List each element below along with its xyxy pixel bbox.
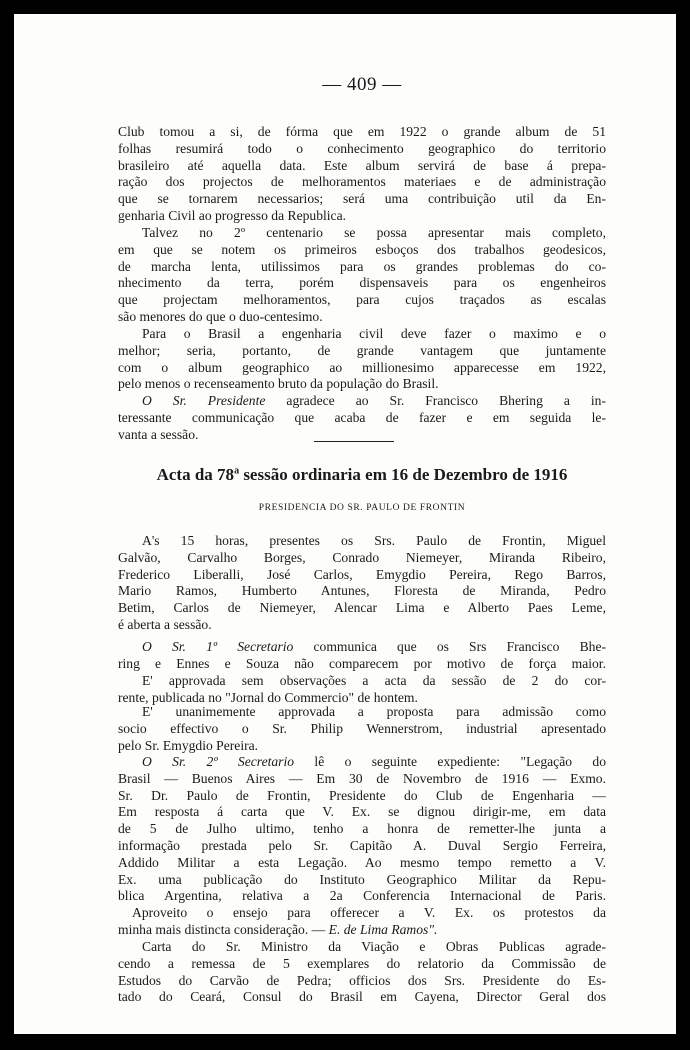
text-span: minha mais distincta consideração. — — [118, 921, 329, 937]
text-line: folhas resumirá todo o conhecimento geographico do territorio — [118, 140, 606, 156]
text-line: Aproveito o ensejo para offerecer a V. Ex. os protestos da — [132, 905, 606, 921]
text-line: pelo Sr. Emygdio Pereira. — [118, 737, 259, 753]
text-line: Betim, Carlos de Niemeyer, Alencar Lima e Alberto Paes Leme, — [118, 600, 606, 616]
text-line: de 5 de Julho ultimo, tenho a honra de remetter-lhe junta a — [118, 821, 606, 837]
speaker-name: O Sr. 2º Secretario — [142, 754, 295, 769]
section-divider — [314, 441, 394, 442]
text-span: agradece ao Sr. Francisco Bhering a in- — [265, 393, 606, 408]
text-line: ração dos projectos de melhoramentos materiaes e de administração — [118, 174, 606, 190]
text-line — [118, 922, 606, 939]
text-line: que se tornarem necessarios; será uma contribuição util da En- — [118, 191, 606, 207]
section-subheading: PRESIDENCIA DO SR. PAULO DE FRONTIN — [258, 503, 466, 513]
paragraph-2-secretario — [118, 754, 606, 939]
text-line: em que se notem os primeiros esboços dos trabalhos geodesicos, — [118, 241, 606, 257]
paragraph-presidente — [118, 393, 606, 443]
text-line: Addido Militar a esta Legação. Ao mesmo tempo remetto a V. — [118, 854, 606, 870]
text-span: lê o seguinte expediente: "Legação do — [294, 754, 606, 769]
speaker-name: O Sr. 1º Secretario — [142, 639, 294, 654]
text-line: é aberta a sessão. — [118, 616, 212, 632]
text-line: que projectam melhoramentos, para cujos traçados as escalas — [118, 292, 606, 308]
text-line: Club tomou a si, de fórma que em 1922 o grande album de 51 — [118, 124, 606, 139]
text-line: E' unanimemente approvada a proposta para admissão como — [142, 704, 606, 719]
text-span: communica que os Srs Francisco Bhe- — [293, 639, 606, 654]
text-line: pelo menos o recenseamento bruto da população do Brasil. — [118, 376, 439, 392]
text-line: teressante communicação que acaba de fazer e em seguida le- — [118, 409, 606, 425]
text-line: de marcha lenta, utilissimos para os grandes problemas do co- — [118, 258, 606, 274]
text-line: com o album geographico ao millionesimo apparecesse em 1922, — [118, 359, 606, 375]
text-line: melhor; seria, portanto, de grande vantagem que juntamente — [118, 342, 606, 358]
paragraph-album — [118, 124, 606, 225]
paragraph-acta-approvada — [118, 673, 606, 707]
text-line: brasileiro até aquella data. Este album servirá de base á prepa- — [118, 157, 606, 173]
signature: E. de Lima Ramos". — [328, 921, 438, 937]
text-line: A's 15 horas, presentes os Srs. Paulo de Frontin, Miguel — [142, 533, 606, 548]
text-line: nhecimento da terra, porém dispensaveis para os engenheiros — [118, 275, 606, 291]
text-line: blica Argentina, relativa a 2a Conferencia Internacional de Paris. — [118, 888, 606, 904]
paragraph-1-secretario — [118, 639, 606, 673]
text-line: rente, publicada no "Jornal do Commercio" de hontem. — [118, 689, 418, 705]
text-line: Mario Ramos, Humberto Antunes, Floresta de Miranda, Pedro — [118, 583, 606, 599]
text-line: Para o Brasil a engenharia civil deve fazer o maximo e o — [142, 326, 606, 341]
text-line: são menores do que o duo-centesimo. — [118, 308, 323, 324]
paragraph-centenario — [118, 225, 606, 326]
paragraph-carta-ministro — [118, 939, 606, 1006]
text-line: Estudos do Carvão de Pedra; officios dos Srs. Presidente do Es- — [118, 972, 606, 988]
heading-rest: sessão ordinaria em 16 de Dezembro de 1916 — [239, 465, 568, 484]
text-line: Brasil — Buenos Aires — Em 30 de Novembro de 1916 — Exmo. — [118, 770, 606, 786]
text-line: ring e Ennes e Souza não comparecem por motivo de força maior. — [118, 655, 606, 671]
text-line: Frederico Liberalli, José Carlos, Emygdio Pereira, Rego Barros, — [118, 566, 606, 582]
heading-prefix: Acta da 78 — [156, 465, 235, 484]
text-line: tado do Ceará, Consul do Brasil em Cayena, Director Geral dos — [118, 989, 606, 1005]
paragraph-presentes — [118, 533, 606, 634]
text-line — [118, 754, 606, 771]
page-number: — 409 — — [322, 74, 402, 95]
text-line — [118, 393, 606, 410]
text-line: E' approvada sem observações a acta da sessão de 2 do cor- — [142, 673, 606, 688]
heading-sup: a — [234, 465, 240, 477]
text-line: Em resposta á carta que V. Ex. se dignou dirigir-me, em data — [118, 804, 606, 820]
paragraph-engenharia — [118, 326, 606, 393]
text-line: informação prestada pelo Sr. Capitão A. Duval Sergio Ferreira, — [118, 837, 606, 853]
text-line: socio effectivo o Sr. Philip Wennerstrom, industrial apresentado — [118, 720, 606, 736]
text-line: Galvão, Carvalho Borges, Conrado Niemeyer, Miranda Ribeiro, — [118, 549, 606, 565]
speaker-name: O Sr. Presidente — [142, 393, 266, 408]
text-line: Carta do Sr. Ministro da Viação e Obras Publicas agrade- — [142, 939, 606, 954]
text-line: genharia Civil ao progresso da Republica. — [118, 207, 347, 223]
text-line: Ex. uma publicação do Instituto Geographico Militar da Repu- — [118, 871, 606, 887]
text-line: cendo a remessa de 5 exemplares do relatorio da Commissão de — [118, 955, 606, 971]
scanned-page — [14, 14, 676, 1034]
paragraph-proposta — [118, 704, 606, 754]
text-line: vanta a sessão. — [118, 426, 199, 442]
section-heading — [118, 465, 606, 485]
text-line: Sr. Dr. Paulo de Frontin, Presidente do Club de Engenharia — — [118, 787, 606, 803]
text-line: Talvez no 2º centenario se possa apresentar mais completo, — [142, 225, 606, 240]
text-line — [118, 639, 606, 656]
